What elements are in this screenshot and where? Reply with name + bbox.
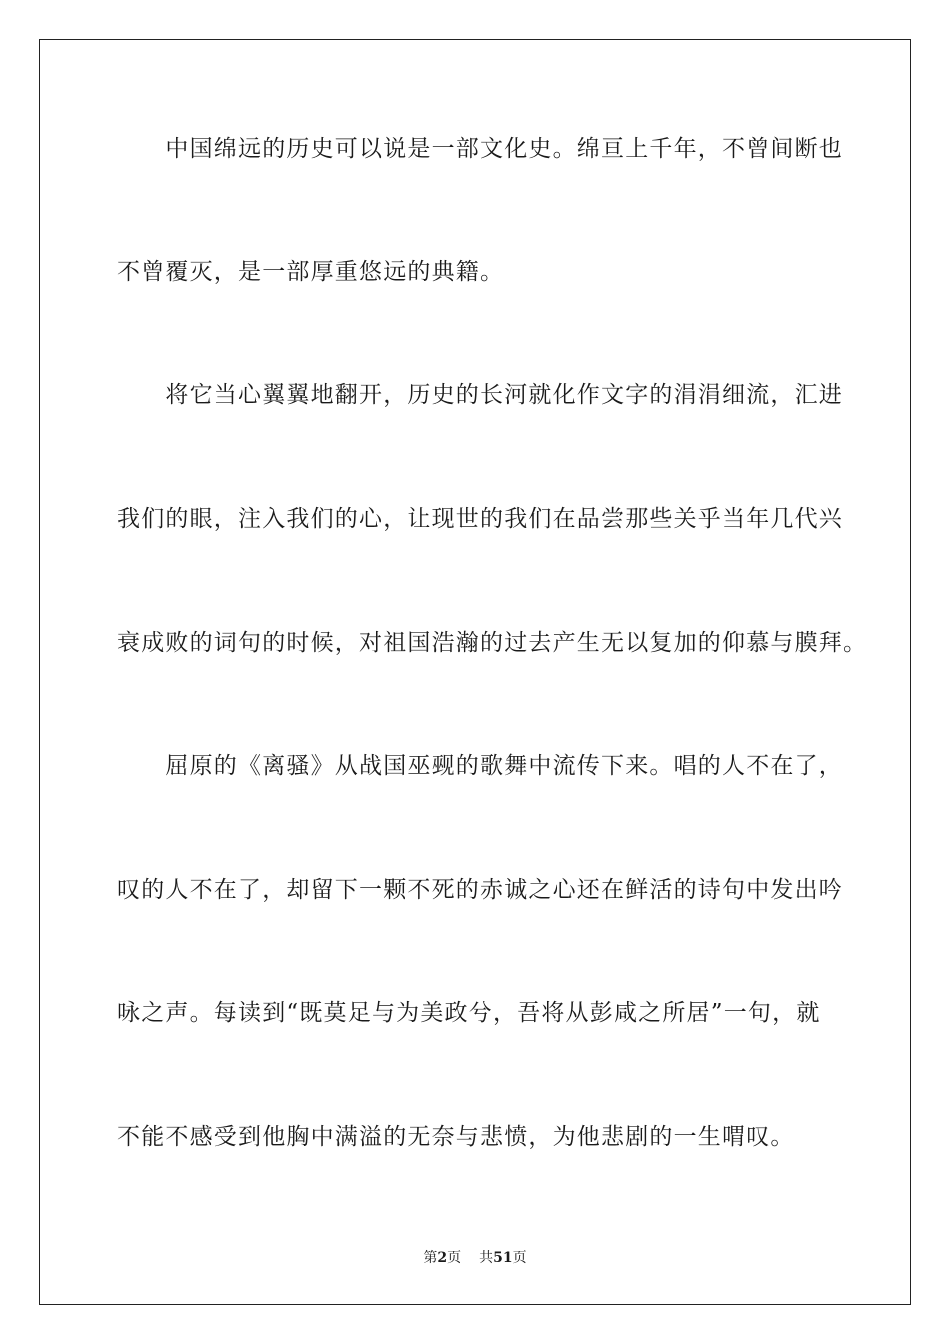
text-line-3: 将它当心翼翼地翻开，历史的长河就化作文字的涓涓细流，汇进 [117,382,843,408]
page-number-footer [0,1248,950,1268]
text-line-9: 不能不感受到他胸中满溢的无奈与悲愤，为他悲剧的一生喟叹。 [117,1124,795,1150]
text-line-6: 屈原的《离骚》从战国巫觋的歌舞中流传下来。唱的人不在了， [117,753,843,779]
text-line-1: 中国绵远的历史可以说是一部文化史。绵亘上千年，不曾间断也 [117,136,843,162]
text-line-4: 我们的眼，注入我们的心，让现世的我们在品尝那些关乎当年几代兴 [117,506,843,532]
text-line-5: 衰成败的词句的时候，对祖国浩瀚的过去产生无以复加的仰慕与膜拜。 [117,630,868,656]
total-suffix: 页 [512,1250,527,1266]
total-page-count: 51 [493,1250,513,1266]
page-border [39,39,911,1305]
current-page-number: 2 [437,1250,448,1266]
text-line-8: 咏之声。每读到“既莫足与为美政兮，吾将从彭咸之所居”一句，就 [117,1000,821,1026]
text-line-2: 不曾覆灭，是一部厚重悠远的典籍。 [117,259,505,285]
page-suffix: 页 [447,1250,462,1266]
text-line-7: 叹的人不在了，却留下一颗不死的赤诚之心还在鲜活的诗句中发出吟 [117,877,843,903]
page-prefix: 第 [423,1250,438,1266]
total-prefix: 共 [479,1250,494,1266]
